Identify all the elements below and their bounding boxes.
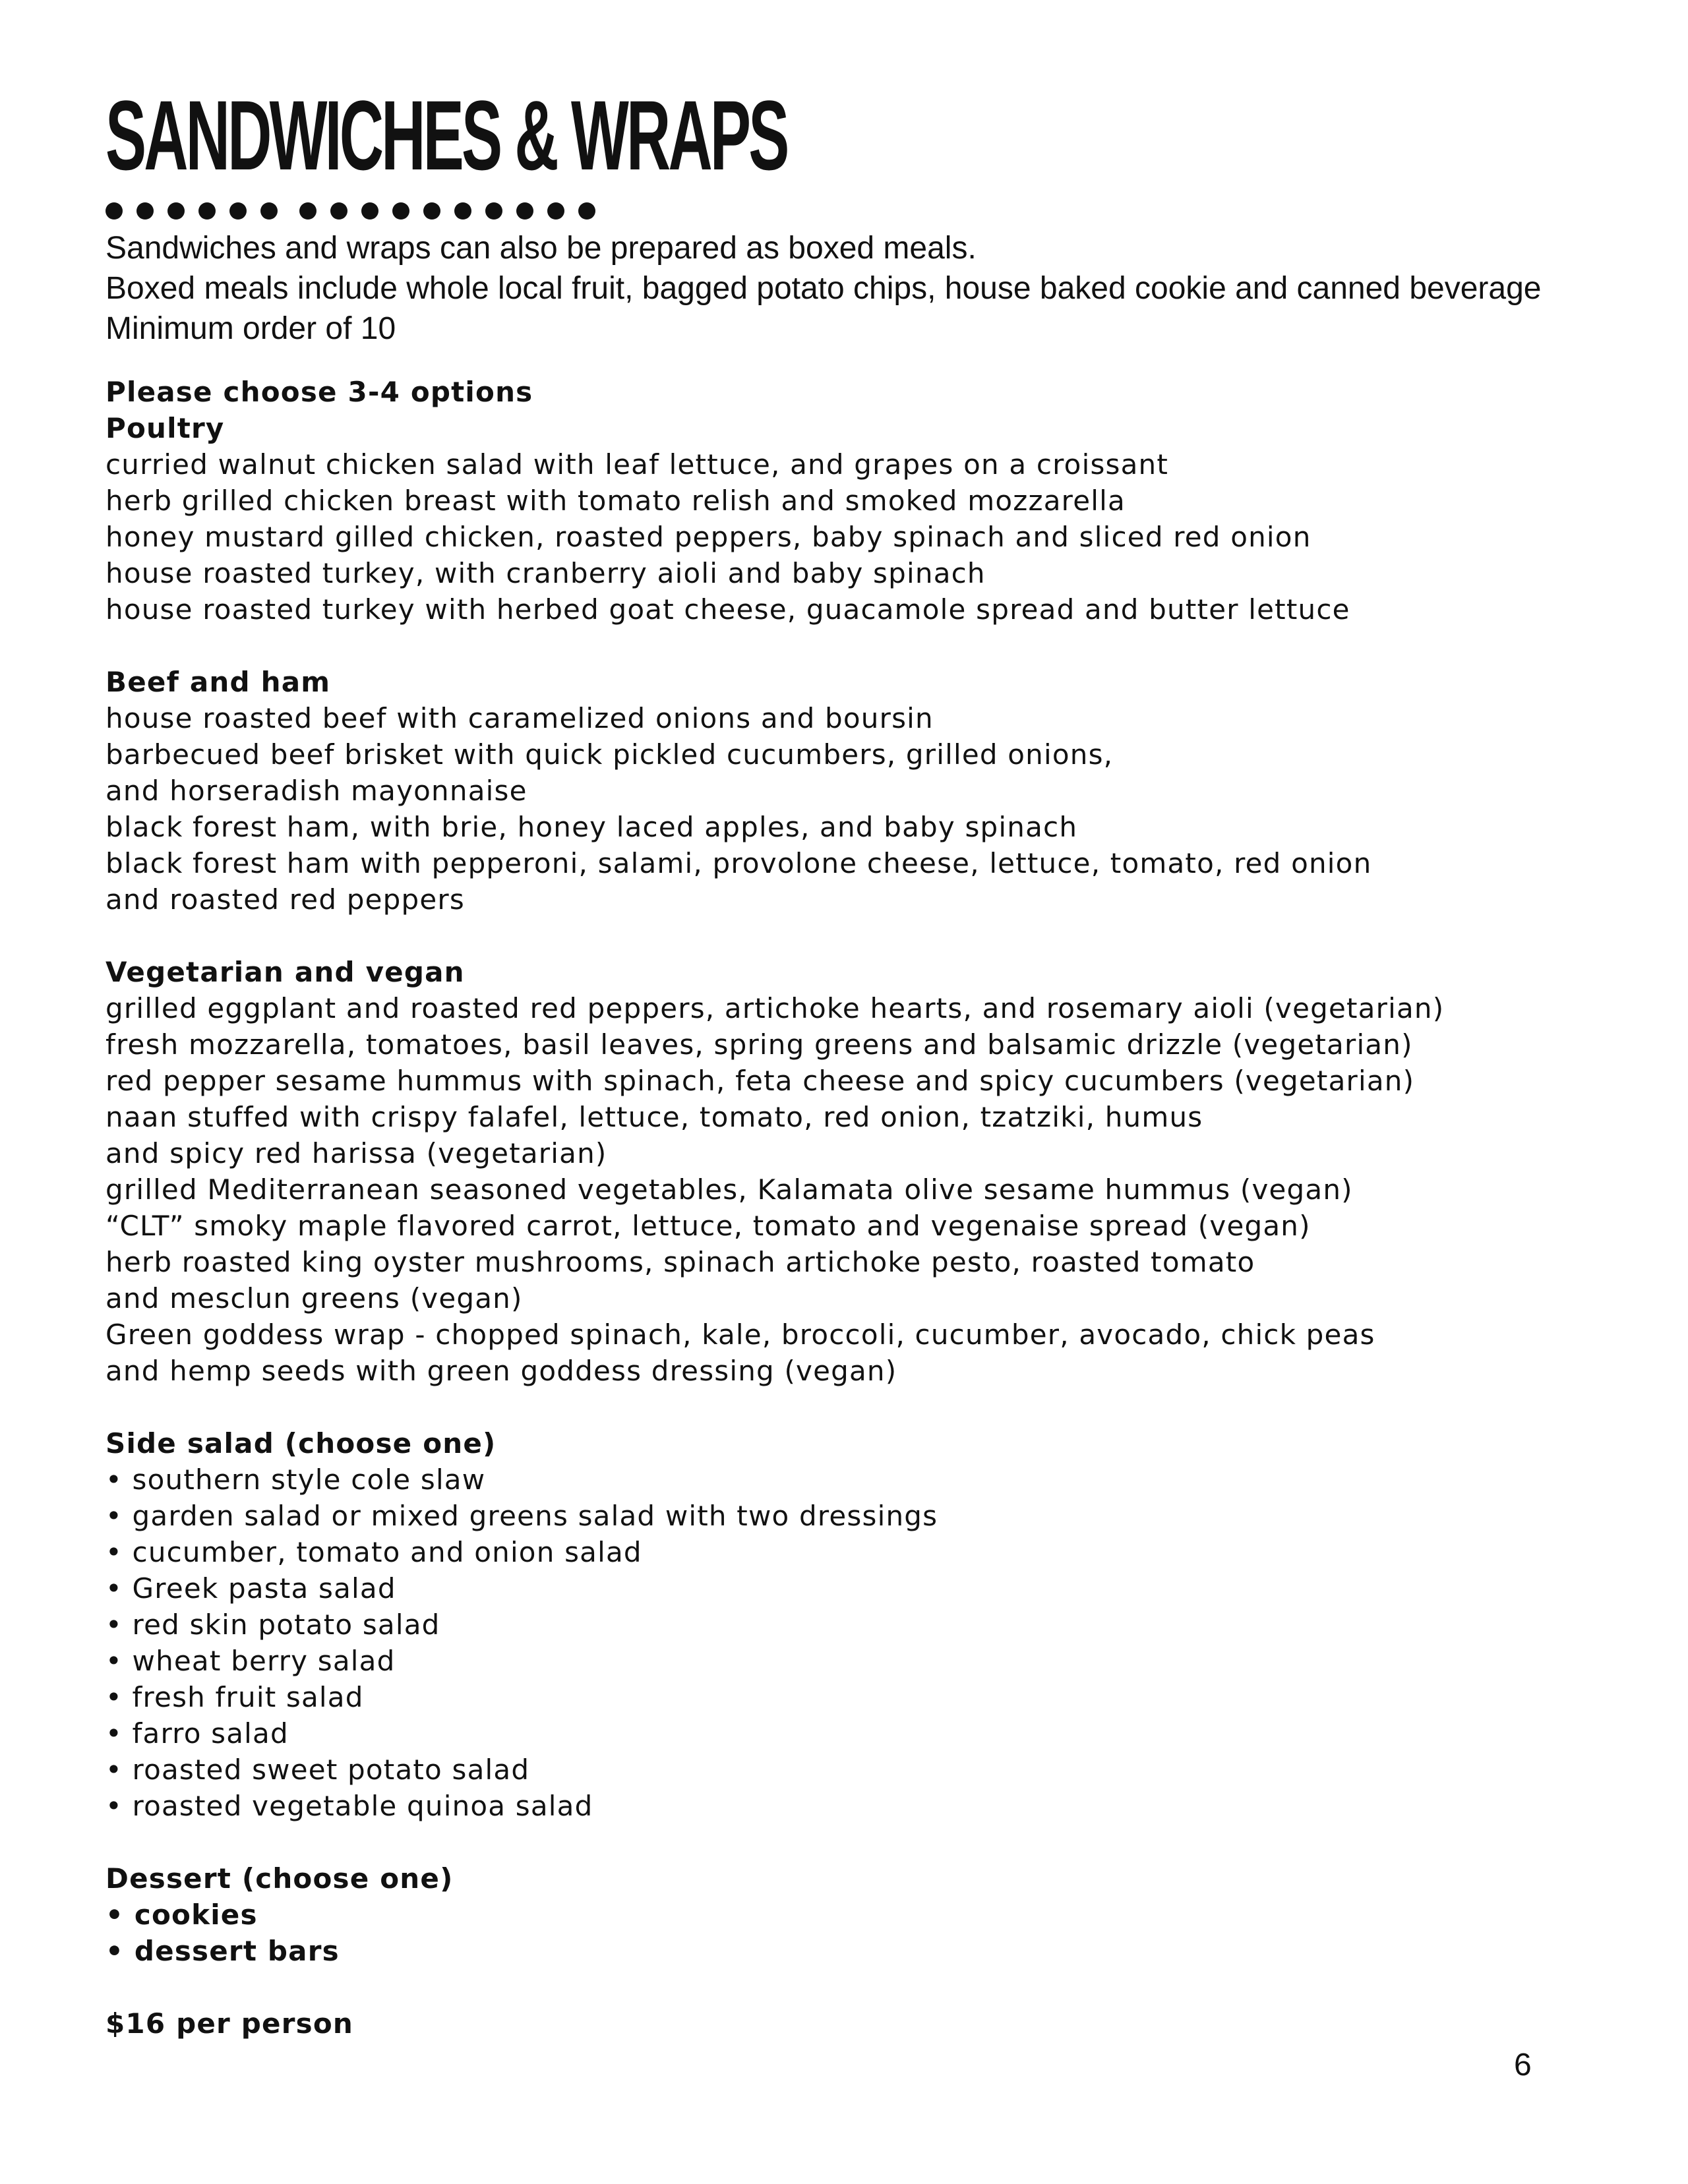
list-item: • cucumber, tomato and onion salad [106, 1536, 642, 1568]
price-per-person: $16 per person [106, 2007, 353, 2040]
menu-item-line: house roasted beef with caramelized onions and boursin [106, 702, 934, 734]
menu-item-line: and horseradish mayonnaise [106, 775, 528, 807]
section-spacer [106, 628, 1622, 664]
section-spacer [106, 1969, 1622, 2005]
list-item: • cookies [106, 1899, 258, 1931]
list-item: • Greek pasta salad [106, 1572, 396, 1605]
menu-item-line: grilled eggplant and roasted red peppers, artichoke hearts, and rosemary aioli (vegetarian) [106, 992, 1445, 1024]
intro-line: Boxed meals include whole local fruit, bagged potato chips, house baked cookie and canned beverage [106, 271, 1542, 306]
menu-item-line: black forest ham with pepperoni, salami, provolone cheese, lettuce, tomato, red onion [106, 847, 1372, 879]
section-heading: Poultry [106, 412, 225, 444]
vegetarian-section [106, 954, 1622, 1389]
section-spacer [106, 918, 1622, 954]
divider-dot [361, 202, 378, 220]
section-heading: Beef and ham [106, 666, 331, 698]
section-spacer [106, 1824, 1622, 1860]
menu-item: house roasted turkey, with cranberry aioli and baby spinach [106, 557, 986, 589]
section-heading: Side salad (choose one) [106, 1427, 497, 1460]
menu-item-line: black forest ham, with brie, honey laced apples, and baby spinach [106, 811, 1078, 843]
list-item: • dessert bars [106, 1935, 340, 1967]
menu-item: honey mustard gilled chicken, roasted peppers, baby spinach and sliced red onion [106, 521, 1311, 553]
dessert-section [106, 1860, 1622, 1969]
list-item: • farro salad [106, 1717, 289, 1750]
intro-text [106, 228, 1622, 349]
menu-item-line: and hemp seeds with green goddess dressing (vegan) [106, 1355, 897, 1387]
divider-dot [198, 202, 216, 220]
page-title: SANDWICHES & WRAPS [106, 80, 787, 191]
divider-dot [136, 202, 154, 220]
divider-dot [547, 202, 564, 220]
poultry-section [106, 410, 1622, 628]
choose-instruction: Please choose 3-4 options [106, 376, 533, 408]
beef-ham-section [106, 664, 1622, 918]
list-item: • red skin potato salad [106, 1608, 440, 1641]
divider-dot [299, 202, 316, 220]
menu-item-line: Green goddess wrap - chopped spinach, kale, broccoli, cucumber, avocado, chick peas [106, 1318, 1375, 1351]
menu-item-line: “CLT” smoky maple flavored carrot, lettuce, tomato and vegenaise spread (vegan) [106, 1210, 1311, 1242]
list-item: • fresh fruit salad [106, 1681, 364, 1713]
list-item: • garden salad or mixed greens salad with two dressings [106, 1500, 938, 1532]
divider-dot [516, 202, 533, 220]
menu-item-line: red pepper sesame hummus with spinach, feta cheese and spicy cucumbers (vegetarian) [106, 1065, 1415, 1097]
menu-item: house roasted turkey with herbed goat cheese, guacamole spread and butter lettuce [106, 593, 1350, 626]
list-item: • roasted vegetable quinoa salad [106, 1790, 593, 1822]
section-heading: Vegetarian and vegan [106, 956, 465, 988]
divider-dot [485, 202, 502, 220]
section-heading: Dessert (choose one) [106, 1862, 454, 1895]
list-item: • roasted sweet potato salad [106, 1754, 530, 1786]
divider-dot [260, 202, 278, 220]
section-spacer [106, 1389, 1622, 1425]
divider-dot [578, 202, 595, 220]
dotted-divider [106, 198, 1622, 224]
menu-options [106, 374, 1622, 2042]
menu-item-line: and mesclun greens (vegan) [106, 1282, 523, 1314]
intro-line: Minimum order of 10 [106, 311, 396, 346]
divider-dot [330, 202, 347, 220]
list-item: • wheat berry salad [106, 1645, 396, 1677]
divider-dot [392, 202, 409, 220]
menu-item: herb grilled chicken breast with tomato relish and smoked mozzarella [106, 485, 1126, 517]
menu-page [106, 80, 1622, 2042]
page-number: 6 [1514, 2048, 1532, 2082]
divider-dot [106, 202, 123, 220]
menu-item-line: and roasted red peppers [106, 883, 465, 916]
divider-dot [229, 202, 247, 220]
menu-item: curried walnut chicken salad with leaf lettuce, and grapes on a croissant [106, 448, 1169, 481]
menu-item-line: barbecued beef brisket with quick pickled cucumbers, grilled onions, [106, 738, 1114, 771]
menu-item-line: herb roasted king oyster mushrooms, spinach artichoke pesto, roasted tomato [106, 1246, 1255, 1278]
divider-dot [167, 202, 185, 220]
intro-line: Sandwiches and wraps can also be prepared as boxed meals. [106, 231, 977, 266]
menu-item-line: and spicy red harissa (vegetarian) [106, 1137, 607, 1169]
menu-item-line: naan stuffed with crispy falafel, lettuce, tomato, red onion, tzatziki, humus [106, 1101, 1203, 1133]
menu-item-line: fresh mozzarella, tomatoes, basil leaves, spring greens and balsamic drizzle (vegetarian) [106, 1028, 1413, 1061]
divider-dot [423, 202, 440, 220]
menu-item-line: grilled Mediterranean seasoned vegetables, Kalamata olive sesame hummus (vegan) [106, 1173, 1353, 1206]
divider-dot [454, 202, 471, 220]
side-salad-section [106, 1425, 1622, 1824]
list-item: • southern style cole slaw [106, 1463, 486, 1496]
